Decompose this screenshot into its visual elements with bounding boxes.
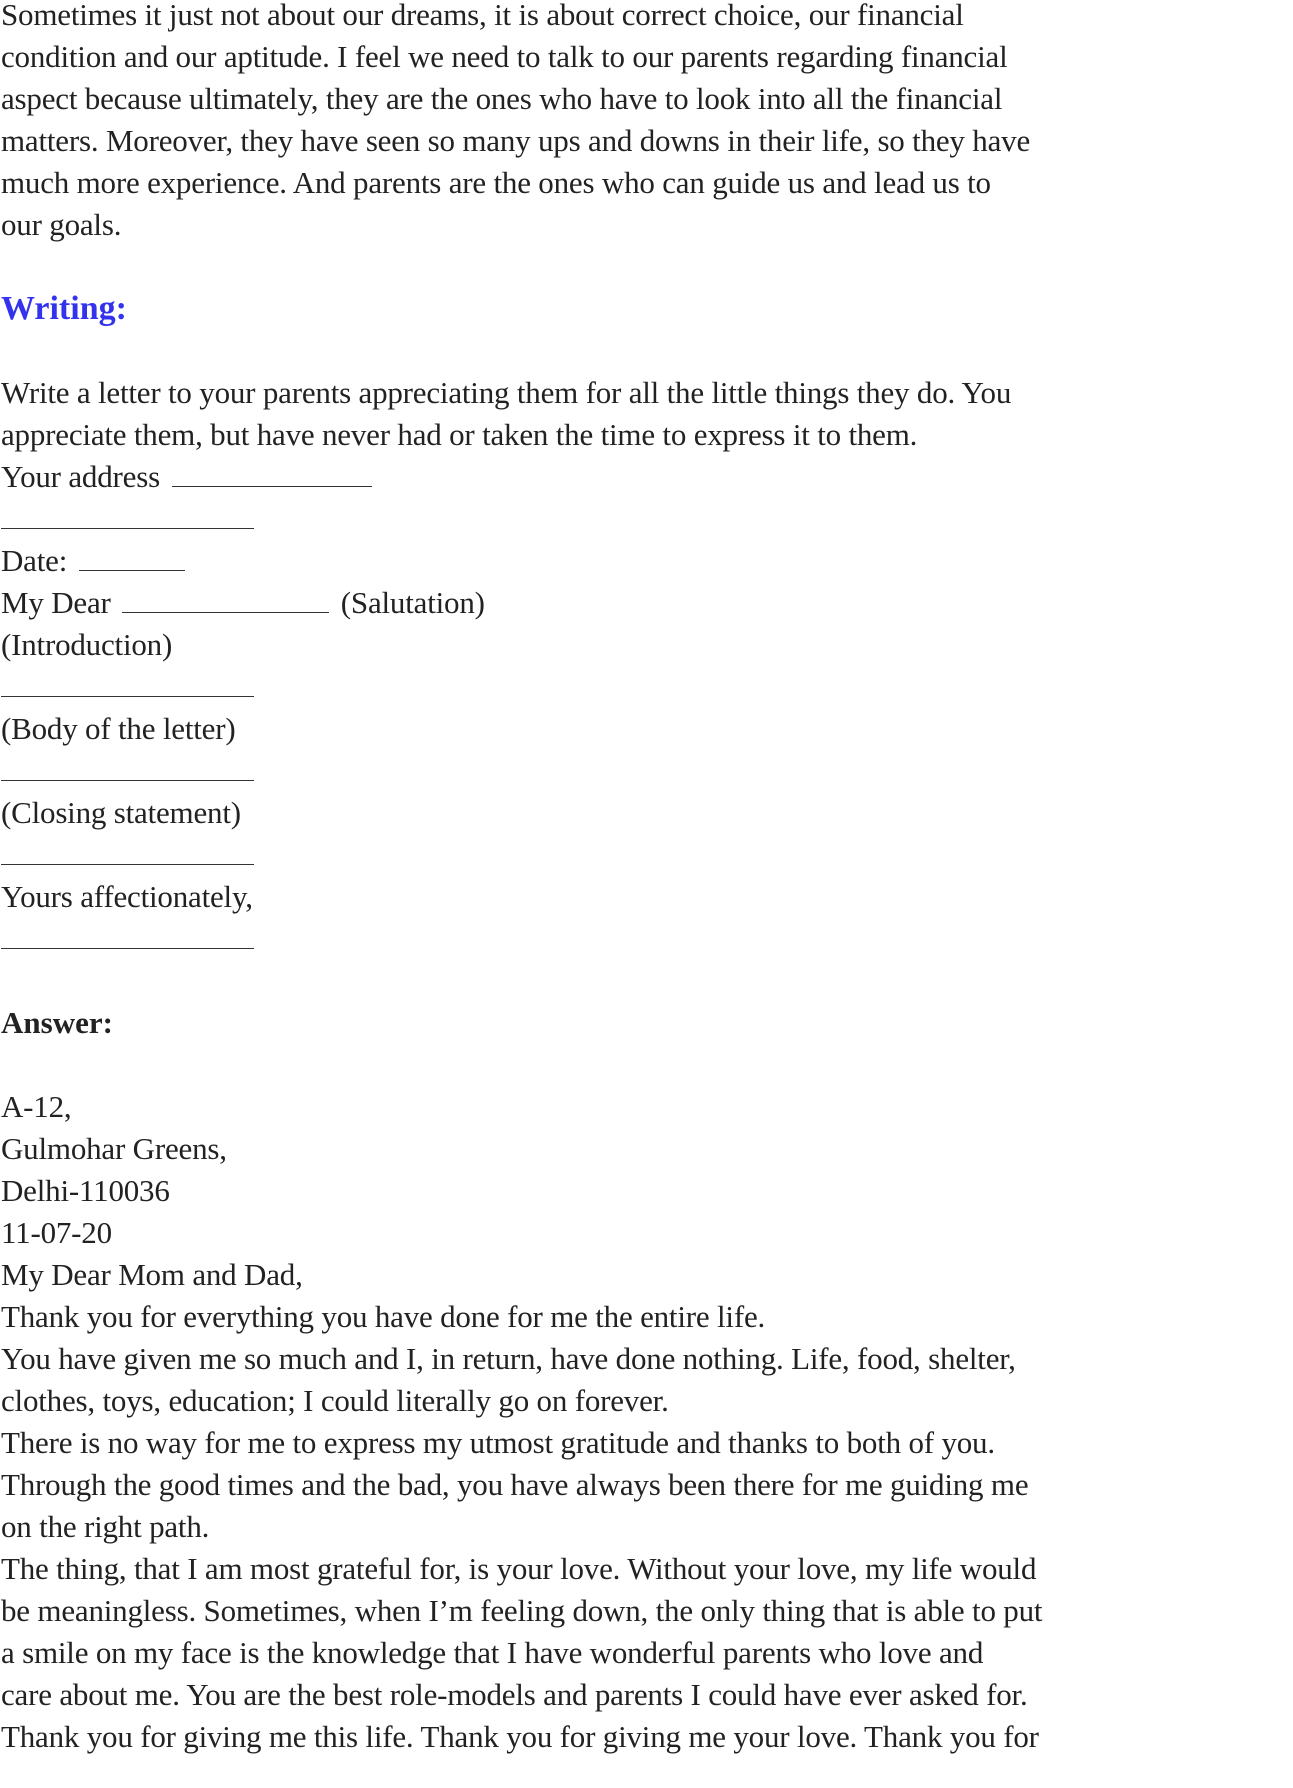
text-line: much more experience. And parents are the ones who can guide us and lead us to — [1, 165, 991, 200]
salutation-blank — [122, 586, 329, 613]
closing-label: (Closing statement) — [1, 795, 241, 830]
address-line: Gulmohar Greens, — [1, 1131, 227, 1166]
body-line: The thing, that I am most grateful for, is your love. Without your love, my life would — [1, 1551, 1037, 1586]
text-line: Sometimes it just not about our dreams, it is about correct choice, our financial — [1, 0, 964, 32]
body-line: be meaningless. Sometimes, when I’m feeling down, the only thing that is able to put — [1, 1593, 1043, 1628]
text-line: appreciate them, but have never had or taken the time to express it to them. — [1, 417, 918, 452]
body-blank-line — [1, 750, 1293, 792]
signature-blank-line — [1, 918, 1293, 960]
text-line: our goals. — [1, 207, 122, 242]
body-line: clothes, toys, education; I could literally go on forever. — [1, 1383, 669, 1418]
text-line: matters. Moreover, they have seen so many ups and downs in their life, so they have — [1, 123, 1030, 158]
body-line: There is no way for me to express my utmost gratitude and thanks to both of you. — [1, 1425, 995, 1460]
body-line: You have given me so much and I, in return, have done nothing. Life, food, shelter, — [1, 1341, 1016, 1376]
date-label: Date: — [1, 543, 68, 578]
salutation-line — [1, 582, 1293, 624]
address-line: A-12, — [1, 1089, 72, 1124]
body-line: Through the good times and the bad, you have always been there for me guiding me — [1, 1467, 1029, 1502]
sign-off-label: Yours affectionately, — [1, 879, 253, 914]
body-line: Thank you for everything you have done for me the entire life. — [1, 1299, 766, 1334]
answer-heading: Answer: — [1, 1005, 113, 1040]
body-label: (Body of the letter) — [1, 711, 236, 746]
body-line: on the right path. — [1, 1509, 210, 1544]
text-line: condition and our aptitude. I feel we need to talk to our parents regarding financial — [1, 39, 1008, 74]
address-label: Your address — [1, 459, 160, 494]
answer-letter — [1, 1086, 1293, 1758]
date-line — [1, 540, 1293, 582]
writing-heading: Writing: — [1, 290, 127, 327]
body-line: Thank you for giving me this life. Thank you for giving me your love. Thank you for — [1, 1719, 1039, 1754]
body-line: a smile on my face is the knowledge that I have wonderful parents who love and — [1, 1635, 984, 1670]
intro-paragraph — [1, 0, 1293, 246]
address-line — [1, 456, 1293, 498]
body-line: care about me. You are the best role-models and parents I could have ever asked for. — [1, 1677, 1028, 1712]
salutation-prefix: My Dear — [1, 585, 111, 620]
text-line: aspect because ultimately, they are the ones who have to look into all the financial — [1, 81, 1003, 116]
letter-date: 11-07-20 — [1, 1215, 112, 1250]
introduction-blank-line — [1, 666, 1293, 708]
letter-template — [1, 456, 1293, 960]
text-line: Write a letter to your parents appreciating them for all the little things they do. You — [1, 375, 1012, 410]
closing-blank-line — [1, 834, 1293, 876]
writing-prompt — [1, 372, 1293, 456]
address-blank-line — [1, 498, 1293, 540]
address-line: Delhi-110036 — [1, 1173, 170, 1208]
address-blank — [172, 460, 372, 487]
introduction-label: (Introduction) — [1, 627, 173, 662]
salutation-suffix: (Salutation) — [340, 585, 485, 620]
date-blank — [79, 544, 185, 571]
document-page — [1, 0, 1293, 1758]
letter-salutation: My Dear Mom and Dad, — [1, 1257, 303, 1292]
